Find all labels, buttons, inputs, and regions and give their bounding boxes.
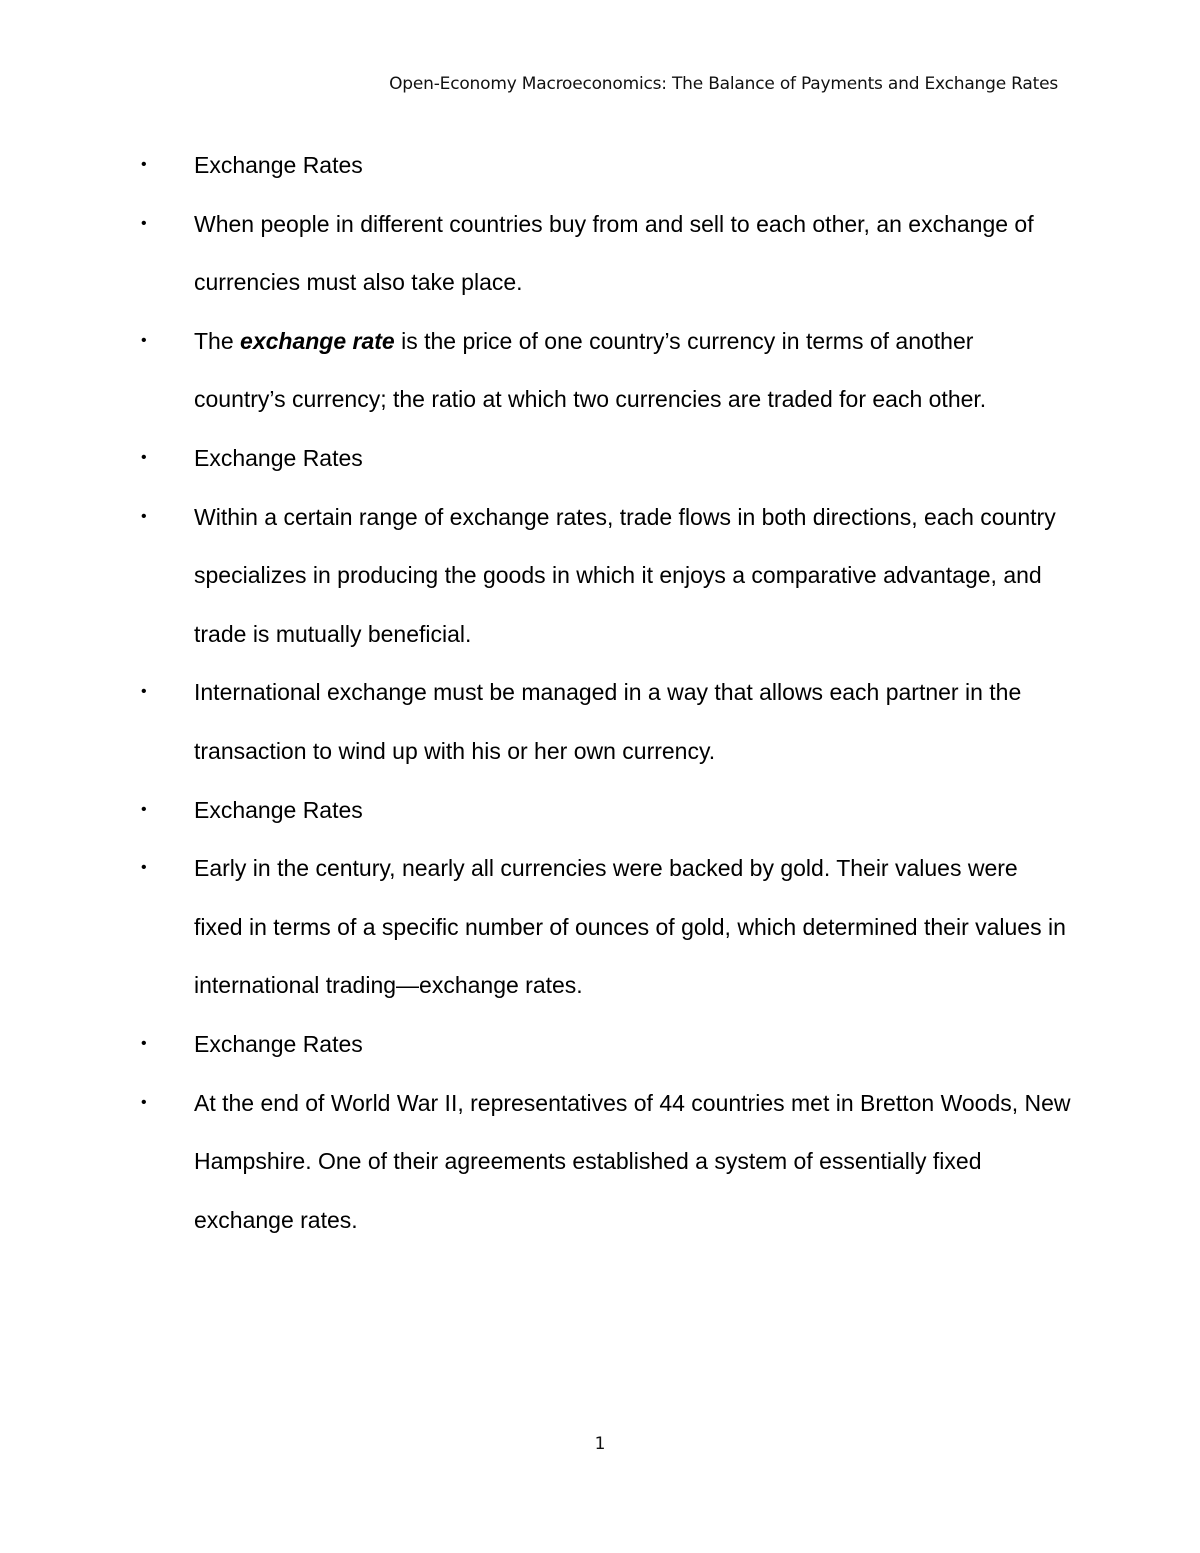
list-item — [141, 839, 1071, 1015]
list-item-text: Within a certain range of exchange rates, trade flows in both directions, each country specializes in producing the goods in which it enjoys a comparative advantage, and trade is mutually beneficial. — [194, 503, 1056, 647]
bullet-icon: • — [141, 1034, 147, 1052]
bullet-icon: • — [141, 683, 147, 701]
page-number: 1 — [594, 1434, 606, 1454]
list-item-text: Exchange Rates — [194, 796, 363, 823]
list-item-text: Early in the century, nearly all currencies were backed by gold. Their values were fixed in terms of a specific number of ounces of gold, which determined their values in international trading—exchange rates. — [194, 855, 1066, 999]
list-item — [141, 312, 1071, 429]
list-item — [141, 195, 1071, 312]
bullet-icon: • — [141, 214, 147, 232]
bullet-icon: • — [141, 859, 147, 877]
bullet-list — [141, 136, 1071, 1249]
bullet-icon: • — [141, 800, 147, 818]
bullet-icon: • — [141, 331, 147, 349]
bullet-icon: • — [141, 448, 147, 466]
list-item-text: Exchange Rates — [194, 152, 363, 178]
list-item — [141, 488, 1071, 664]
list-item — [141, 1074, 1071, 1250]
list-item-text: Exchange Rates — [194, 444, 363, 471]
bullet-icon: • — [141, 507, 147, 525]
list-item-text-prefix: The — [194, 327, 241, 354]
list-item-text: When people in different countries buy from and sell to each other, an exchange of currencies must also take place. — [194, 210, 1034, 296]
list-item-text: Exchange Rates — [194, 1030, 363, 1057]
list-item — [141, 781, 1071, 840]
running-header: Open-Economy Macroeconomics: The Balance of Payments and Exchange Rates — [389, 74, 1058, 94]
list-item — [141, 429, 1071, 488]
bullet-icon: • — [141, 156, 147, 173]
list-item-text: International exchange must be managed in a way that allows each partner in the transaction to wind up with his or her own currency. — [194, 679, 1022, 764]
list-item-text: At the end of World War II, representatives of 44 countries met in Bretton Woods, New Hampshire. One of their agreements established a system of essentially fixed exchange rates. — [194, 1089, 1071, 1233]
list-item — [141, 136, 1071, 195]
list-item — [141, 663, 1071, 780]
list-item — [141, 1015, 1071, 1074]
defined-term: exchange rate — [240, 327, 395, 354]
bullet-icon: • — [141, 1093, 147, 1111]
list-item-text-suffix: is the price of one country’s currency in terms of another country’s currency; the ratio at which two currencies are traded for each other. — [194, 327, 987, 413]
